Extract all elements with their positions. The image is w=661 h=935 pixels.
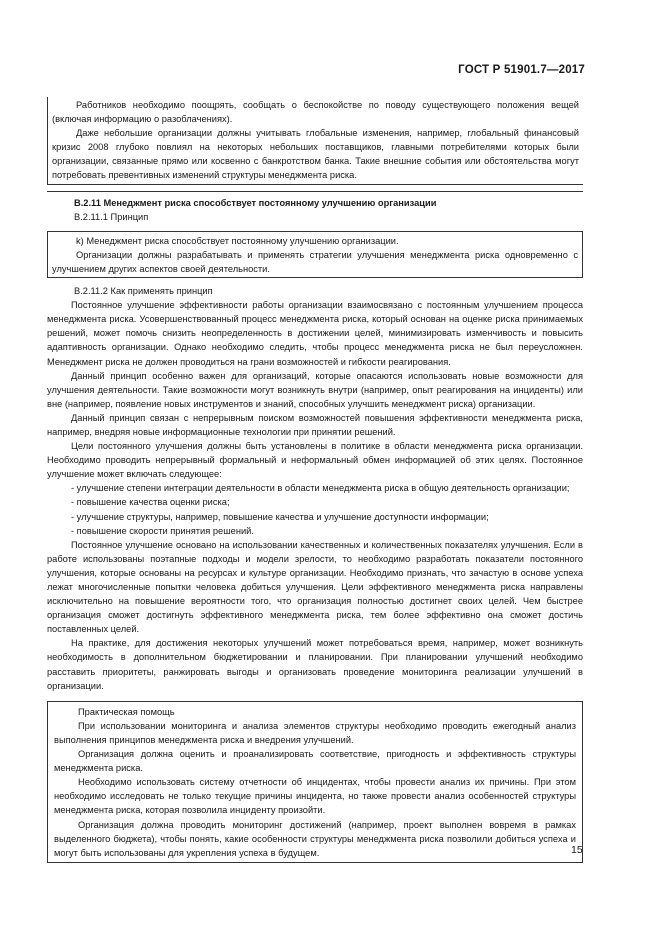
divider [47,191,583,192]
paragraph: Постоянное улучшение эффективности работы организации взаимосвязано с постоянным улучшением процесса менеджмента риска. Усовершенствованный процесс менеджмента риска, который основан на оценке риска принимаемых решений, может помочь снизить неопределенность в достижении целей, минимизировать изменчивость и повысить адаптивность организации. Однако необходимо следить, чтобы процесс менеджмента риска не был переусложнен. Менеджмент риска не должен проводиться на грани возможностей и гибкости реагирования. [47,300,583,367]
subsection-title: В.2.11.2 Как применять принцип [74,286,213,297]
subsection-title: В.2.11.1 Принцип [74,211,149,222]
list-item: - повышение качества оценки риска; [71,497,230,508]
paragraph: Данный принцип связан с непрерывным поиском возможностей повышения эффективности менеджмента риска, например, внедряя новые информационные технологии при принятии решений. [47,412,583,437]
list-item: - повышение скорости принятия решений. [71,525,254,536]
paragraph: Необходимо использовать систему отчетности об инцидентах, чтобы провести анализ их причины. При этом необходимо исследовать не только текущие причины инцидента, но также провести анализ особенностей структуры менеджмента риска, которая позволила инциденту произойти. [54,777,576,816]
principle-box [47,231,583,278]
paragraph: Даже небольшие организации должны учитывать глобальные изменения, например, глобальный финансовый кризис 2008 глубоко повлиял на некоторых небольших поставщиков, главными потребителями которых были организации, связанные прямо или косвенно с банкротством банка. Такие внешние события или обстоятельства могут потребовать превентивных изменений структуры менеджмента риска. [52,128,579,181]
paragraph: Цели постоянного улучшения должны быть установлены в политике в области менеджмента риска организации. Необходимо проводить непрерывный формальный и неформальный обмен информацией об этих целях. Постоянное улучшение может включать следующее: [47,441,583,480]
section-title: B.2.11 Менеджмент риска способствует постоянному улучшению организации [74,197,437,208]
paragraph: Данный принцип особенно важен для организаций, которые опасаются использовать новые возможности для улучшения деятельности. Такие возможности могут возникнуть внутри (например, опыт реагирования на инциденты) или вне (например, появление новых инструментов и знаний, способных улучшить менеджмент риска) организации. [47,370,583,409]
list-item: - улучшение степени интеграции деятельности в области менеджмента риска в общую деятельность организации; [71,483,570,494]
page-content [47,97,583,863]
list-item: - улучшение структуры, например, повышение качества и улучшение доступности информации; [71,511,489,522]
continued-text-box [47,97,583,185]
principle-statement: k) Менеджмент риска способствует постоянному улучшению организации. [76,235,399,246]
practical-help-box [47,701,583,863]
help-box-title: Практическая помощь [78,706,175,717]
paragraph: Организации должны разрабатывать и применять стратегии улучшения менеджмента риска одновременно с улучшением других аспектов своей деятельности. [52,249,578,274]
paragraph: Организация должна оценить и проанализировать соответствие, пригодность и эффективность структуры менеджмента риска. [54,749,576,774]
paragraph: На практике, для достижения некоторых улучшений может потребоваться время, например, может возникнуть необходимость в дополнительном бюджетировании и планировании. При планировании улучшений необходимо расставить приоритеты, ранжировать выгоды и организовать проведение мониторинга реализации улучшений в организации. [47,638,583,691]
paragraph: Организация должна проводить мониторинг достижений (например, проект выполнен вовремя в рамках выделенного бюджета), чтобы понять, какие особенности структуры менеджмента риска позволили добиться успеха и могут быть использованы для укрепления успеха в будущем. [54,819,576,858]
paragraph: Постоянное улучшение основано на использовании качественных и количественных показателях улучшения. Если в работе использованы поэтапные подходы и модели зрелости, то необходимо разработать показатели постоянного улучшения, которые основаны на ресурсах и культуре организации. Необходимо признать, что зачастую в основе успеха лежат многочисленные попытки человека добиться улучшения. Цели эффективного менеджмента риска направлены исключительно на повышение вероятности того, что организация полностью достигнет своих целей. Чем быстрее организация сможет достигнуть эффективного менеджмента риска, тем более эффективно она сможет достичь поставленных целей. [47,539,583,635]
paragraph: При использовании мониторинга и анализа элементов структуры необходимо проводить ежегодный анализ выполнения принципов менеджмента риска и внедрения улучшений. [54,720,576,745]
page-number: 15 [571,844,583,856]
paragraph: Работников необходимо поощрять, сообщать о беспокойстве по поводу существующего положения вещей (включая информацию о разоблачениях). [52,100,579,125]
document-id: ГОСТ Р 51901.7—2017 [458,64,585,76]
